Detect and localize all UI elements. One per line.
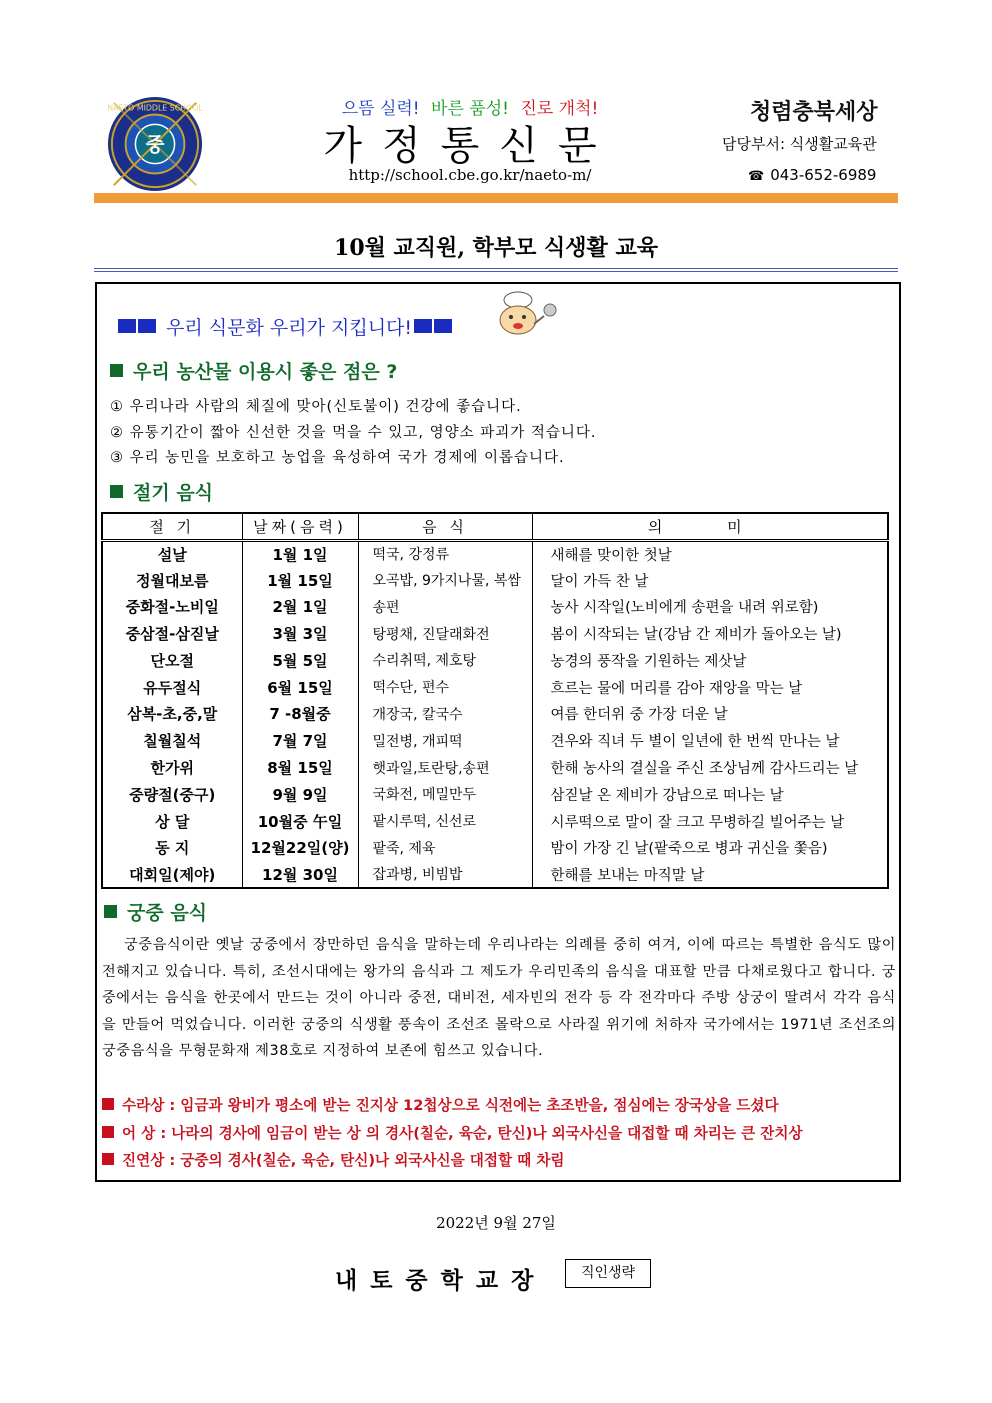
table-row [102,594,888,621]
food-cell: 탕평채, 진달래화전 [358,620,532,647]
table-row [102,567,888,594]
benefit-item: ③ 우리 농민을 보호하고 농업을 육성하여 국가 경제에 이롭습니다. [110,450,565,466]
date-cell: 5월 5일 [242,647,358,674]
royal-heading-text: 궁중 음식 [127,902,208,924]
food-cell: 햇과일,토란탕,송편 [358,754,532,781]
meaning-cell: 견우와 직녀 두 별이 일년에 한 번씩 만나는 날 [532,727,888,754]
season-name-cell: 단오절 [102,647,242,674]
table-row [102,861,888,888]
slogan-1: 으뜸 실력! [341,99,420,119]
food-cell: 팥죽, 제육 [358,834,532,861]
cheongryeom-brand-logo [748,92,878,128]
seasonal-heading-text: 절기 음식 [133,482,214,504]
col-header-season: 절 기 [102,513,242,540]
banner-block-icon [414,319,432,333]
banner-block-icon [118,319,136,333]
table-row [102,808,888,835]
issue-date: 2022년 9월 27일 [436,1214,556,1232]
food-cell: 잡과병, 비빔밥 [358,861,532,888]
food-cell: 오곡밥, 9가지나물, 복쌈 [358,567,532,594]
season-name-cell: 정월대보름 [102,567,242,594]
season-name-cell: 동 지 [102,834,242,861]
school-url[interactable]: http://school.cbe.go.kr/naeto-m/ [348,166,592,184]
table-row [102,647,888,674]
benefit-item: ① 우리나라 사람의 체질에 맞아(신토불이) 건강에 좋습니다. [110,399,522,415]
table-row [102,834,888,861]
telephone-icon: ☎ [748,169,765,184]
square-bullet-icon [110,485,123,498]
banner-text: 우리 식문화 우리가 지킵니다! [166,317,413,339]
season-name-cell: 상 달 [102,808,242,835]
food-cell: 수리취떡, 제호탕 [358,647,532,674]
meaning-cell: 봄이 시작되는 날(강남 간 제비가 돌아오는 날) [532,620,888,647]
seal-omitted-box: 직인생략 [565,1259,651,1288]
season-name-cell: 칠월칠석 [102,727,242,754]
col-header-meaning: 의 미 [532,513,888,540]
season-name-cell: 설날 [102,540,242,567]
season-name-cell: 중화절-노비일 [102,594,242,621]
seasonal-food-table [101,512,889,889]
banner [118,313,454,340]
meaning-cell: 농사 시작일(노비에게 송편을 내려 위로함) [532,594,888,621]
square-bullet-icon [104,905,117,918]
slogan-2: 바른 품성! [431,99,509,119]
season-name-cell: 중량절(중구) [102,781,242,808]
benefits-heading-text: 우리 농산물 이용시 좋은 점은 ? [133,361,398,383]
food-cell: 국화전, 메밀만두 [358,781,532,808]
benefit-item: ② 유통기간이 짧아 신선한 것을 먹을 수 있고, 영양소 파괴가 적습니다. [110,425,597,441]
seasonal-heading [110,478,213,505]
season-name-cell: 대회일(제야) [102,861,242,888]
food-cell: 개장국, 칼국수 [358,701,532,728]
date-cell: 6월 15일 [242,674,358,701]
meaning-cell: 달이 가득 찬 날 [532,567,888,594]
logo-text: NAETO MIDDLE SCHOOL [107,103,203,113]
food-cell: 밀전병, 개피떡 [358,727,532,754]
meaning-cell: 흐르는 물에 머리를 감아 재앙을 막는 날 [532,674,888,701]
royal-paragraph [102,932,896,1065]
date-cell: 8월 15일 [242,754,358,781]
date-cell: 10월중 午일 [242,808,358,835]
banner-block-icon [138,319,156,333]
meaning-cell: 여름 한더위 중 가장 더운 날 [532,701,888,728]
logo-center-glyph: 중 [145,132,165,156]
royal-heading [104,898,207,925]
school-logo [106,95,204,193]
meaning-cell: 밤이 가장 긴 날(팥죽으로 병과 귀신을 쫓음) [532,834,888,861]
royal-item-text: 수라상 : 임금과 왕비가 평소에 받는 진지상 12첩상으로 식전에는 초조반을, 점심에는 장국상을 드셨다 [122,1097,779,1114]
meaning-cell: 새해를 맞이한 첫날 [532,540,888,567]
col-header-food: 음 식 [358,513,532,540]
table-row [102,540,888,567]
royal-item-eosang [102,1122,803,1143]
title-rule [94,268,898,272]
phone-number: 043-652-6989 [770,166,877,184]
table-header-row [102,513,888,540]
royal-paragraph-text: 궁중음식이란 옛날 궁중에서 장만하던 음식을 말하는데 우리나라는 의례를 중히 여겨, 이에 따르는 특별한 음식도 많이 전해지고 있습니다. 특히, 조선시대에는 왕가의 음식과 그 제도가 우리민족의 음식을 대표할 만큼 다채로웠다고 합니다. 궁중에서는 음식을 한곳에서 만드는 것이 아니라 중전, 대비전, 세자빈의 전각 등 각 전각마다 주방 상궁이 딸려서 각각 음식을 만들어 먹었습니다. 이러한 궁중의 식생활 풍속이 조선조 몰락으로 사라질 위기에 처하자 국가에서는 1971년 조선조의 궁중음식을 무형문화재 제38호로 지정하여 보존에 힘쓰고 있습니다. [102,937,896,1060]
chef-mascot-icon [486,290,566,340]
table-row [102,620,888,647]
date-cell: 9월 9일 [242,781,358,808]
table-row [102,781,888,808]
square-bullet-icon [110,364,123,377]
header-divider [94,193,898,203]
meaning-cell: 시루떡으로 말이 잘 크고 무병하길 빌어주는 날 [532,808,888,835]
slogan-3: 진로 개척! [520,99,599,119]
square-bullet-icon [102,1153,114,1165]
col-header-date: 날짜(음력) [242,513,358,540]
royal-item-jinyeonsang [102,1149,565,1170]
date-cell: 12월 30일 [242,861,358,888]
date-cell: 3월 3일 [242,620,358,647]
date-cell: 2월 1일 [242,594,358,621]
food-cell: 떡국, 강정류 [358,540,532,567]
food-cell: 팥시루떡, 신선로 [358,808,532,835]
square-bullet-icon [102,1126,114,1138]
date-cell: 7 -8월중 [242,701,358,728]
date-cell: 1월 15일 [242,567,358,594]
table-row [102,674,888,701]
benefits-heading [110,357,397,384]
date-cell: 7월 7일 [242,727,358,754]
season-name-cell: 유두절식 [102,674,242,701]
meaning-cell: 한해를 보내는 마직말 날 [532,861,888,888]
royal-item-surasang [102,1094,779,1115]
season-name-cell: 중삼절-삼짇날 [102,620,242,647]
document-title: 10월 교직원, 학부모 식생활 교육 [334,235,658,261]
date-cell: 12월22일(양) [242,834,358,861]
department: 담당부서: 식생활교육관 [722,135,877,153]
table-row [102,754,888,781]
date-cell: 1월 1일 [242,540,358,567]
banner-block-icon [434,319,452,333]
royal-item-text: 어 상 : 나라의 경사에 임금이 받는 상 의 경사(칠순, 육순, 탄신)나 외국사신을 대접할 때 차리는 큰 잔치상 [122,1125,803,1142]
season-name-cell: 한가위 [102,754,242,781]
season-name-cell: 삼복-초,중,말 [102,701,242,728]
phone [748,166,876,184]
brand-text: 청렴충북세상 [750,100,878,125]
table-row [102,701,888,728]
principal-signature: 내토중학교장 [335,1267,547,1294]
meaning-cell: 삼짇날 온 제비가 강남으로 떠나는 날 [532,781,888,808]
food-cell: 송편 [358,594,532,621]
masthead-title: 가정통신문 [323,123,617,169]
royal-item-text: 진연상 : 궁중의 경사(칠순, 육순, 탄신)나 외국사신을 대접할 때 차림 [122,1152,565,1169]
meaning-cell: 농경의 풍작을 기원하는 제삿날 [532,647,888,674]
table-row [102,727,888,754]
square-bullet-icon [102,1098,114,1110]
food-cell: 떡수단, 편수 [358,674,532,701]
meaning-cell: 한해 농사의 결실을 주신 조상님께 감사드리는 날 [532,754,888,781]
